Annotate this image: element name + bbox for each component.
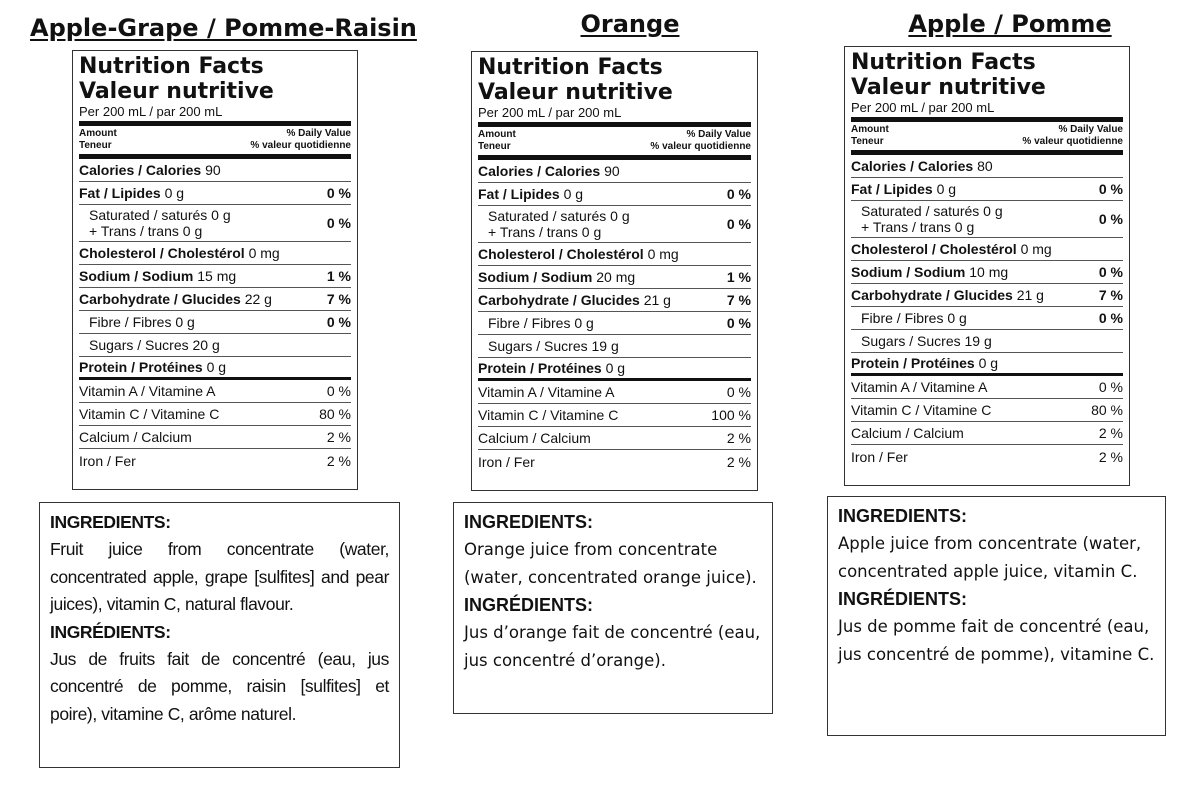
nutrient-row	[478, 243, 751, 266]
nutrient-label	[79, 314, 195, 330]
nutrient-row	[79, 334, 351, 357]
nutrition-title-en: Nutrition Facts	[851, 50, 1036, 75]
nutrient-row	[478, 183, 751, 206]
nutrient-amount: 21 g	[643, 292, 671, 308]
ingredients-box	[453, 502, 773, 714]
nutrient-label	[79, 162, 221, 178]
nutrient-row	[851, 261, 1123, 284]
vitamin-label: Vitamin C / Vitamine C	[851, 402, 992, 418]
nutrient-label	[851, 355, 998, 371]
vitamin-row	[478, 381, 751, 404]
nutrient-row	[851, 155, 1123, 178]
vitamin-row	[79, 403, 351, 426]
nutrient-label	[478, 338, 619, 354]
dv-fr: % valeur quotidienne	[250, 140, 351, 151]
nutrient-name: Protein / Protéines	[79, 359, 203, 375]
amount-en: Amount	[851, 124, 889, 135]
nutrient-amount: 10 mg	[969, 264, 1009, 280]
nutrient-label	[851, 181, 956, 197]
nutrient-amount: 22 g	[244, 291, 272, 307]
nutrient-name: Carbohydrate / Glucides	[478, 292, 640, 308]
amount-en: Amount	[79, 128, 117, 139]
amount-fr: Teneur	[851, 136, 884, 147]
vitamin-row	[79, 426, 351, 449]
nutrient-label	[851, 203, 1003, 235]
nutrient-amount: 0 g	[978, 355, 999, 371]
ingredients-label-fr: INGRÉDIENTS:	[50, 621, 171, 642]
ingredients-text-fr: Jus de fruits fait de concentré (eau, jus concentré de pomme, raisin [sulfites] et poire), vitamine C, arôme naturel.	[50, 648, 389, 724]
vitamin-label: Iron / Fer	[79, 452, 136, 469]
dv-en: % Daily Value	[286, 128, 351, 139]
vitamin-label: Iron / Fer	[478, 453, 535, 470]
nutrient-label	[478, 208, 630, 240]
dv-en: % Daily Value	[686, 129, 751, 140]
ingredients-label-fr: INGRÉDIENTS:	[838, 589, 968, 609]
nutrient-amount: 0 g	[563, 186, 584, 202]
nutrient-row	[478, 206, 751, 243]
nutrient-name: Fibre / Fibres 0 g	[89, 314, 195, 330]
nutrient-amount: 0 mg	[647, 246, 679, 262]
nutrient-name: Sugars / Sucres 20 g	[89, 337, 220, 353]
daily-value-percent: 1 %	[326, 268, 351, 284]
nutrient-amount: 21 g	[1016, 287, 1044, 303]
nutrient-row	[851, 353, 1123, 376]
nutrient-label	[851, 333, 992, 349]
nutrient-name: Protein / Protéines	[851, 355, 975, 371]
nutrient-amount: 0 mg	[1020, 241, 1052, 257]
nutrient-name: Saturated / saturés 0 g	[488, 208, 630, 224]
nutrient-row	[478, 312, 751, 335]
vitamin-percent: 0 %	[726, 384, 751, 400]
nutrient-row	[478, 335, 751, 358]
ingredients-label-en: INGREDIENTS:	[50, 512, 171, 532]
vitamin-label: Vitamin C / Vitamine C	[478, 407, 619, 423]
vitamin-percent: 100 %	[711, 407, 751, 423]
vitamin-percent: 2 %	[726, 430, 751, 446]
ingredients-box	[39, 502, 400, 768]
daily-value-percent: 7 %	[1098, 287, 1123, 303]
serving-size: Per 200 mL / par 200 mL	[478, 105, 622, 120]
nutrient-name: Cholesterol / Cholestérol	[79, 245, 245, 261]
ingredients-box	[827, 496, 1166, 736]
daily-value-header	[1022, 124, 1123, 148]
nutrient-label	[851, 264, 1008, 280]
vitamin-percent: 2 %	[326, 429, 351, 445]
daily-value-percent: 0 %	[1098, 310, 1123, 326]
daily-value-percent: 1 %	[726, 269, 751, 285]
daily-value-percent: 0 %	[726, 186, 751, 202]
nutrient-label	[478, 269, 635, 285]
vitamin-percent: 80 %	[319, 406, 351, 422]
vitamin-percent: 0 %	[326, 383, 351, 399]
dv-fr: % valeur quotidienne	[650, 141, 751, 152]
nutrition-title-fr: Valeur nutritive	[79, 79, 274, 104]
nutrient-amount: 0 g	[206, 359, 227, 375]
nutrient-label	[478, 315, 594, 331]
product-heading: Orange	[580, 10, 680, 38]
nutrient-name: Calories / Calories	[478, 163, 601, 179]
ingredients-text-en: Orange juice from concentrate (water, concentrated orange juice).	[464, 540, 757, 587]
product-heading: Apple-Grape / Pomme-Raisin	[30, 14, 417, 42]
vitamin-row	[478, 450, 751, 473]
vitamin-row	[478, 427, 751, 450]
vitamin-row	[79, 449, 351, 472]
vitamin-row	[851, 399, 1123, 422]
vitamin-percent: 80 %	[1091, 402, 1123, 418]
nutrient-label	[851, 241, 1052, 257]
amount-header	[478, 129, 516, 153]
vitamin-percent: 2 %	[726, 453, 751, 470]
amount-header	[851, 124, 889, 148]
nutrition-title-fr: Valeur nutritive	[851, 75, 1046, 100]
vitamin-label: Vitamin A / Vitamine A	[79, 383, 216, 399]
nutrient-label	[478, 292, 671, 308]
nutrient-name: Sugars / Sucres 19 g	[861, 333, 992, 349]
nutrient-amount: 0 g	[936, 181, 957, 197]
nutrient-row	[79, 159, 351, 182]
serving-size: Per 200 mL / par 200 mL	[851, 100, 995, 115]
nutrient-label	[79, 337, 220, 353]
nutrient-row	[851, 178, 1123, 201]
nutrient-label	[79, 291, 272, 307]
vitamin-percent: 2 %	[1098, 448, 1123, 465]
nutrient-row	[478, 358, 751, 381]
amount-fr: Teneur	[478, 141, 511, 152]
nutrient-amount: 90	[205, 162, 221, 178]
vitamin-percent: 2 %	[326, 452, 351, 469]
nutrient-row	[79, 265, 351, 288]
vitamin-row	[851, 422, 1123, 445]
ingredients-label-en: INGREDIENTS:	[464, 512, 594, 532]
nutrient-name: Saturated / saturés 0 g	[861, 203, 1003, 219]
nutrient-rows	[79, 159, 351, 472]
nutrient-label	[79, 245, 280, 261]
nutrient-name: Cholesterol / Cholestérol	[478, 246, 644, 262]
nutrient-amount: 0 g	[164, 185, 185, 201]
nutrient-name-2: + Trans / trans 0 g	[89, 223, 203, 239]
vitamin-percent: 0 %	[1098, 379, 1123, 395]
nutrient-amount: 80	[977, 158, 993, 174]
nutrient-amount: 0 mg	[248, 245, 280, 261]
dv-fr: % valeur quotidienne	[1022, 136, 1123, 147]
nutrient-label	[79, 268, 236, 284]
nutrient-row	[79, 242, 351, 265]
nutrient-label	[851, 310, 967, 326]
ingredients-text-fr: Jus d’orange fait de concentré (eau, jus concentré d’orange).	[464, 623, 761, 670]
nutrient-row	[79, 288, 351, 311]
nutrient-label	[478, 186, 583, 202]
nutrient-rows	[851, 155, 1123, 468]
divider-thick	[851, 117, 1123, 122]
nutrient-name-2: + Trans / trans 0 g	[488, 224, 602, 240]
divider-thick	[79, 121, 351, 126]
vitamin-row	[851, 445, 1123, 468]
nutrient-name: Protein / Protéines	[478, 360, 602, 376]
nutrient-label	[478, 163, 620, 179]
nutrient-row	[851, 307, 1123, 330]
vitamin-label: Calcium / Calcium	[478, 430, 591, 446]
nutrient-row	[79, 182, 351, 205]
vitamin-label: Iron / Fer	[851, 448, 908, 465]
nutrient-label	[851, 287, 1044, 303]
vitamin-label: Vitamin A / Vitamine A	[478, 384, 615, 400]
daily-value-percent: 0 %	[1098, 264, 1123, 280]
column-header	[79, 128, 351, 152]
ingredients-text-en: Apple juice from concentrate (water, concentrated apple juice, vitamin C.	[838, 534, 1142, 581]
nutrient-name: Saturated / saturés 0 g	[89, 207, 231, 223]
nutrient-name: Fat / Lipides	[478, 186, 560, 202]
ingredients-text-en: Fruit juice from concentrate (water, concentrated apple, grape [sulfites] and pear juices), vitamin C, natural flavour.	[50, 539, 389, 614]
dv-en: % Daily Value	[1058, 124, 1123, 135]
nutrient-name: Calories / Calories	[79, 162, 202, 178]
nutrition-facts-panel	[844, 46, 1130, 486]
nutrient-row	[851, 201, 1123, 238]
vitamin-label: Calcium / Calcium	[79, 429, 192, 445]
nutrition-title-fr: Valeur nutritive	[478, 80, 673, 105]
daily-value-percent: 7 %	[726, 292, 751, 308]
daily-value-percent: 0 %	[326, 215, 351, 231]
nutrient-label	[478, 360, 625, 376]
nutrient-name: Carbohydrate / Glucides	[79, 291, 241, 307]
nutrition-facts-panel	[72, 50, 358, 490]
daily-value-header	[650, 129, 751, 153]
ingredients-label-fr: INGRÉDIENTS:	[464, 595, 594, 615]
nutrient-label	[79, 359, 226, 375]
daily-value-percent: 0 %	[1098, 181, 1123, 197]
nutrient-name: Sugars / Sucres 19 g	[488, 338, 619, 354]
nutrient-name: Fibre / Fibres 0 g	[488, 315, 594, 331]
nutrient-name-2: + Trans / trans 0 g	[861, 219, 975, 235]
nutrient-amount: 90	[604, 163, 620, 179]
vitamin-label: Vitamin A / Vitamine A	[851, 379, 988, 395]
nutrient-row	[79, 357, 351, 380]
nutrient-name: Fat / Lipides	[79, 185, 161, 201]
nutrition-facts-panel	[471, 51, 758, 491]
product-heading: Apple / Pomme	[908, 10, 1112, 38]
nutrient-row	[79, 311, 351, 334]
nutrient-row	[851, 238, 1123, 261]
nutrient-name: Sodium / Sodium	[478, 269, 593, 285]
nutrition-title-en: Nutrition Facts	[79, 54, 264, 79]
nutrient-label	[79, 207, 231, 239]
daily-value-percent: 0 %	[726, 315, 751, 331]
ingredients-label-en: INGREDIENTS:	[838, 506, 968, 526]
vitamin-label: Vitamin C / Vitamine C	[79, 406, 220, 422]
serving-size: Per 200 mL / par 200 mL	[79, 104, 223, 119]
amount-header	[79, 128, 117, 152]
nutrient-name: Fibre / Fibres 0 g	[861, 310, 967, 326]
daily-value-percent: 0 %	[326, 185, 351, 201]
daily-value-percent: 0 %	[726, 216, 751, 232]
nutrient-label	[79, 185, 184, 201]
nutrient-amount: 20 mg	[596, 269, 636, 285]
nutrient-row	[478, 160, 751, 183]
daily-value-percent: 0 %	[1098, 211, 1123, 227]
daily-value-percent: 7 %	[326, 291, 351, 307]
nutrient-amount: 15 mg	[197, 268, 237, 284]
amount-fr: Teneur	[79, 140, 112, 151]
nutrient-name: Cholesterol / Cholestérol	[851, 241, 1017, 257]
nutrient-row	[851, 284, 1123, 307]
nutrient-rows	[478, 160, 751, 473]
ingredients-text-fr: Jus de pomme fait de concentré (eau, jus concentré de pomme), vitamine C.	[838, 617, 1155, 664]
nutrient-label	[478, 246, 679, 262]
column-header	[478, 129, 751, 153]
nutrient-row	[478, 289, 751, 312]
nutrient-name: Sodium / Sodium	[851, 264, 966, 280]
column-header	[851, 124, 1123, 148]
vitamin-label: Calcium / Calcium	[851, 425, 964, 441]
nutrition-title-en: Nutrition Facts	[478, 55, 663, 80]
daily-value-header	[250, 128, 351, 152]
nutrient-name: Calories / Calories	[851, 158, 974, 174]
vitamin-percent: 2 %	[1098, 425, 1123, 441]
vitamin-row	[851, 376, 1123, 399]
divider-thick	[478, 122, 751, 127]
vitamin-row	[79, 380, 351, 403]
nutrient-row	[79, 205, 351, 242]
nutrient-name: Sodium / Sodium	[79, 268, 194, 284]
nutrient-row	[478, 266, 751, 289]
nutrient-amount: 0 g	[605, 360, 626, 376]
daily-value-percent: 0 %	[326, 314, 351, 330]
nutrient-row	[851, 330, 1123, 353]
nutrient-name: Carbohydrate / Glucides	[851, 287, 1013, 303]
vitamin-row	[478, 404, 751, 427]
nutrient-name: Fat / Lipides	[851, 181, 933, 197]
amount-en: Amount	[478, 129, 516, 140]
nutrient-label	[851, 158, 993, 174]
